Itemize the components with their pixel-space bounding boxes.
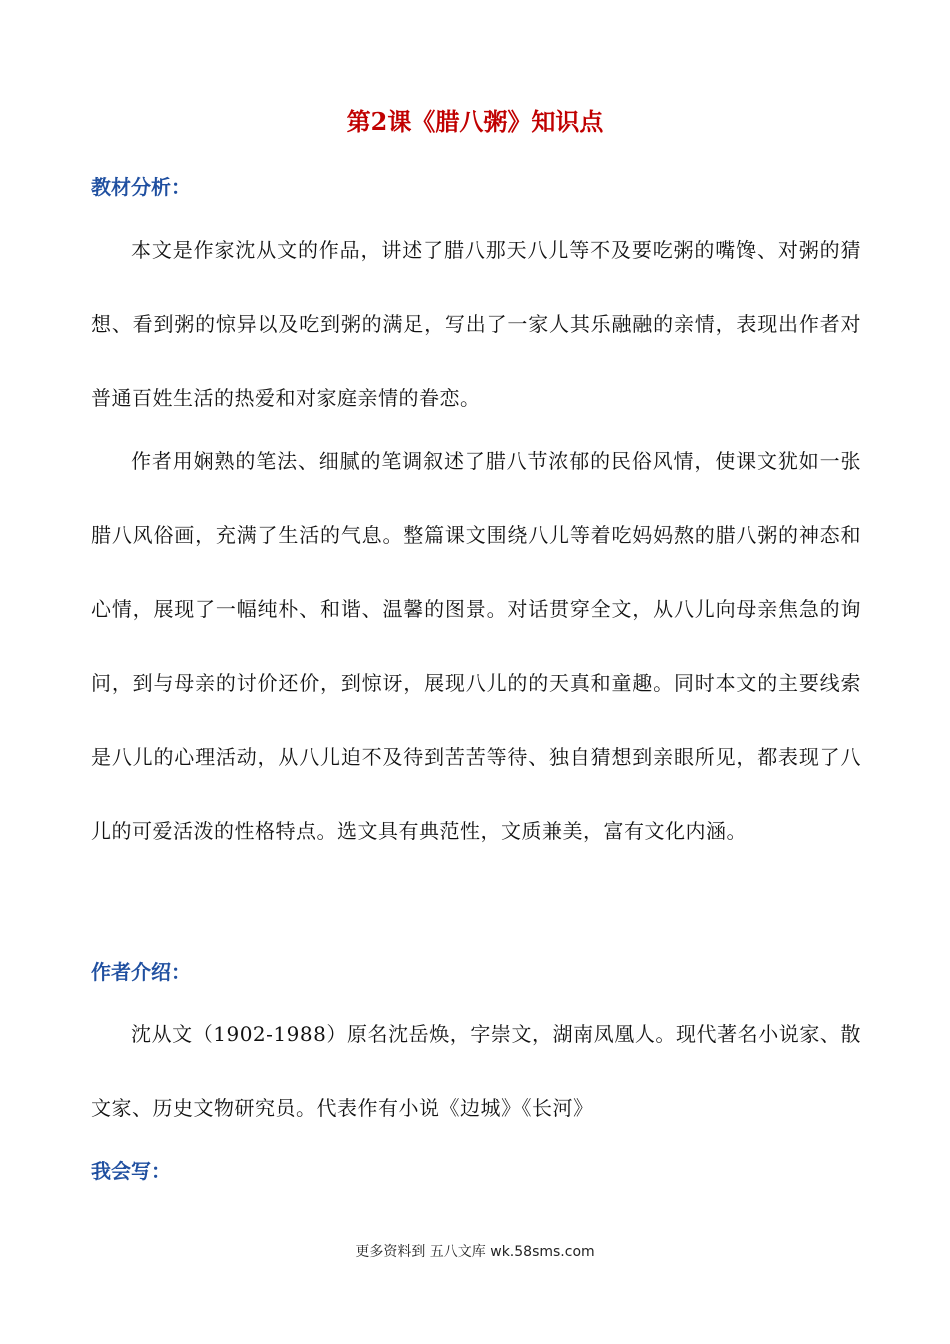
section-heading-author-intro: 作者介绍：	[91, 960, 191, 984]
paragraph-analysis-1: 本文是作家沈从文的作品，讲述了腊八那天八儿等不及要吃粥的嘴馋、对粥的猜想、看到粥的惊异以及吃到粥的满足，写出了一家人其乐融融的亲情，表现出作者对普通百姓生活的热爱和对家庭亲情的眷恋。	[91, 238, 861, 410]
section-heading-i-can-write: 我会写：	[91, 1159, 171, 1183]
document-title: 第2课《腊八粥》知识点	[346, 107, 604, 136]
page-footer: 更多资料到 五八文库 wk.58sms.com	[355, 1244, 595, 1260]
paragraph-author-intro: 沈从文（1902-1988）原名沈岳焕，字崇文，湖南凤凰人。现代著名小说家、散文家、历史文物研究员。代表作有小说《边城》《长河》	[91, 1022, 861, 1120]
section-heading-textbook-analysis: 教材分析：	[91, 175, 191, 199]
paragraph-analysis-2: 作者用娴熟的笔法、细腻的笔调叙述了腊八节浓郁的民俗风情，使课文犹如一张腊八风俗画，充满了生活的气息。整篇课文围绕八儿等着吃妈妈熬的腊八粥的神态和心情，展现了一幅纯朴、和谐、温馨的图景。对话贯穿全文，从八儿向母亲焦急的询问，到与母亲的讨价还价，到惊讶，展现八儿的的天真和童趣。同时本文的主要线索是八儿的心理活动，从八儿迫不及待到苦苦等待、独自猜想到亲眼所见，都表现了八儿的可爱活泼的性格特点。选文具有典范性，文质兼美，富有文化内涵。	[91, 449, 861, 843]
